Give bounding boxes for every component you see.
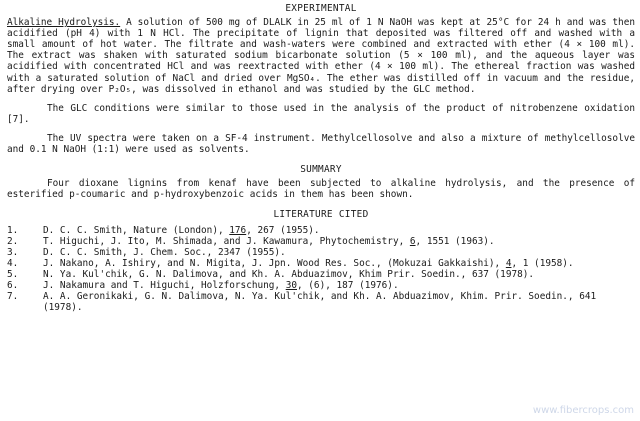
reference-volume: 176 — [229, 224, 247, 236]
reference-item — [7, 258, 635, 269]
reference-volume: 4 — [505, 257, 512, 269]
reference-text: J. Nakamura and T. Higuchi, Holzforschung, 30, (6), 187 (1976). — [43, 279, 399, 291]
reference-text: D. C. C. Smith, J. Chem. Soc., 2347 (1955). — [43, 246, 286, 258]
reference-text: N. Ya. Kul'chik, G. N. Dalimova, and Kh. A. Abduazimov, Khim Prir. Soedin., 637 (1978). — [43, 268, 535, 280]
hydrolysis-title: Alkaline Hydrolysis. — [7, 17, 121, 29]
reference-item — [7, 269, 635, 280]
watermark: www.fibercrops.com — [532, 404, 634, 416]
reference-volume: 30 — [285, 279, 297, 291]
reference-number: 2. — [7, 235, 19, 247]
uv-paragraph: The UV spectra were taken on a SF-4 instrument. Methylcellosolve and also a mixture of methylcellosolve and 0.1 N NaOH (1:1) were used as solvents. — [7, 132, 635, 156]
reference-text: T. Higuchi, J. Ito, M. Shimada, and J. Kawamura, Phytochemistry, 6, 1551 (1963). — [43, 235, 495, 247]
reference-number: 3. — [7, 246, 19, 258]
reference-item — [7, 225, 635, 236]
literature-heading: LITERATURE CITED — [273, 209, 369, 221]
summary-heading: SUMMARY — [300, 164, 342, 176]
reference-number: 6. — [7, 279, 19, 291]
hydrolysis-text: A solution of 500 mg of DLALK in 25 ml of 1 N NaOH was kept at 25°C for 24 h and was then acidified (pH 4) with 1 N HCl. The precipitate of lignin that deposited was filtered off and washed with a small amount of hot water. The filtrate and wash-waters were combined and extracted with ether (4 × 100 ml). The extract was shaken with saturated sodium bicarbonate solution (5 × 100 ml), and the aqueous layer was acidified with concentrated HCl and was reextracted with ether (4 × 100 ml). The ethereal fraction was washed with a saturated solution of NaCl and dried over MgSO₄. The ether was distilled off in vacuum and the residue, after drying over P₂O₅, was dissolved in ethanol and was studied by the GLC method. — [7, 17, 635, 95]
reference-list — [7, 225, 635, 314]
reference-number: 4. — [7, 257, 19, 269]
glc-paragraph: The GLC conditions were similar to those used in the analysis of the product of nitrobenzene oxidation [7]. — [7, 102, 635, 125]
reference-text: J. Nakano, A. Ishiry, and N. Migita, J. Jpn. Wood Res. Soc., (Mokuzai Gakkaishi), 4, 1 (1958). — [43, 257, 574, 269]
experimental-heading: EXPERIMENTAL — [285, 3, 357, 14]
summary-paragraph: Four dioxane lignins from kenaf have been subjected to alkaline hydrolysis, and the presence of esterified p-coumaric and p-hydroxybenzoic acids in them has been shown. — [7, 178, 635, 201]
reference-item — [7, 247, 635, 258]
reference-number: 5. — [7, 268, 19, 280]
reference-number: 1. — [7, 224, 19, 236]
reference-volume: 6 — [409, 235, 416, 247]
reference-item — [7, 280, 635, 291]
reference-item — [7, 291, 635, 313]
document-page — [7, 3, 635, 313]
reference-number: 7. — [7, 291, 19, 303]
reference-text: A. A. Geronikaki, G. N. Dalimova, N. Ya. Kul'chik, and Kh. A. Abduazimov, Khim. Prir. Soedin., 641 (1978). — [43, 291, 597, 314]
reference-item — [7, 236, 635, 247]
hydrolysis-paragraph — [7, 17, 635, 95]
reference-text: D. C. C. Smith, Nature (London), 176, 267 (1955). — [43, 224, 320, 236]
